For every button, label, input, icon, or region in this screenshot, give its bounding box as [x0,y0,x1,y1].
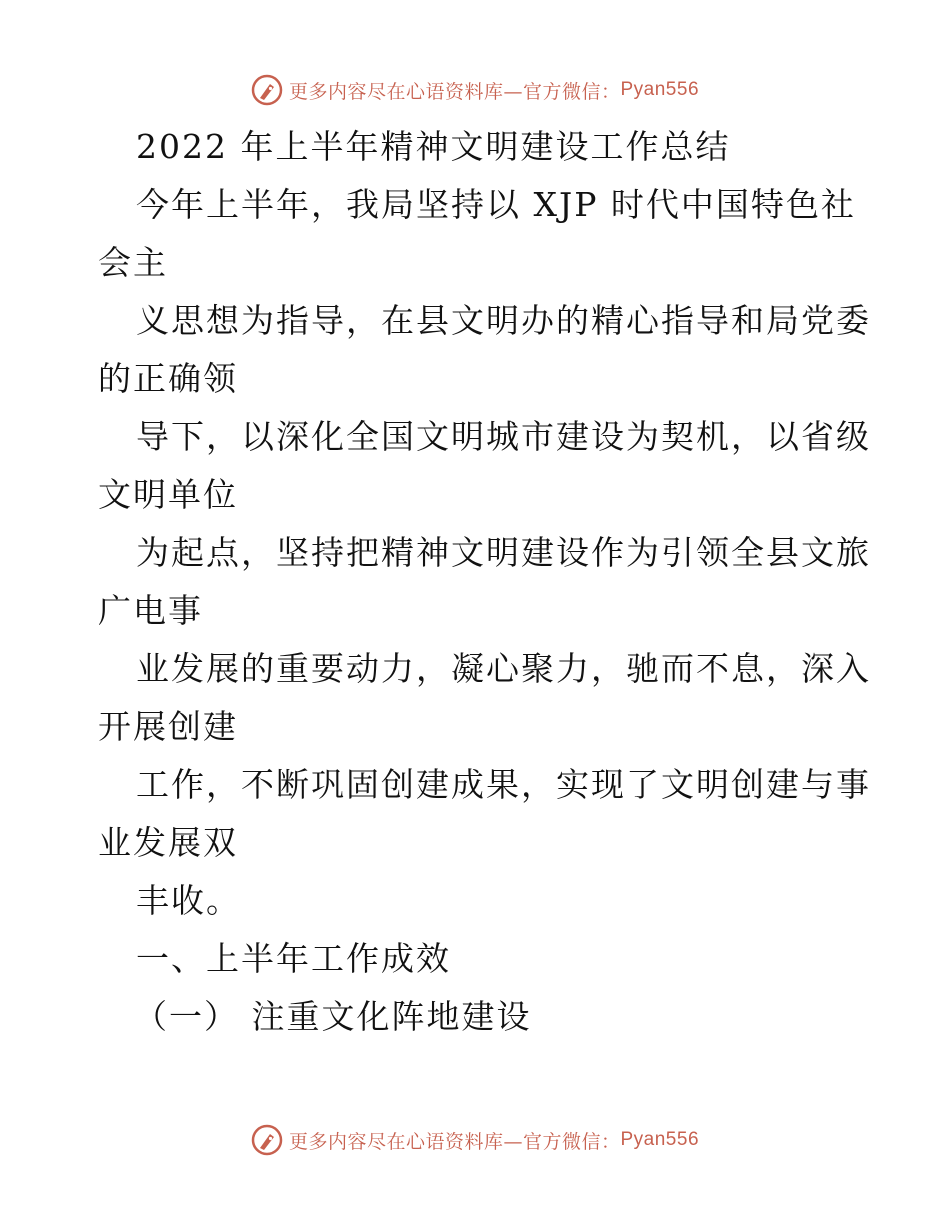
section-heading: 一、上半年工作成效 [136,939,451,978]
paragraph-line: 业发展双 [98,823,238,862]
paragraph-line: 广电事 [98,591,203,630]
wechat-id: Pyan556 [620,79,700,100]
pen-nib-circle-icon [251,1124,283,1156]
subsection-heading: （一） 注重文化阵地建设 [134,997,532,1036]
watermark-text: 更多内容尽在心语资料库—官方微信： [288,80,621,103]
watermark-text: 更多内容尽在心语资料库—官方微信： [288,1130,621,1153]
paragraph-line: 今年上半年，我局坚持以 XJP 时代中国特色社 [136,185,856,224]
footer-watermark-banner [0,1120,950,1160]
paragraph-line: 业发展的重要动力，凝心聚力，驰而不息，深入 [136,649,871,688]
pen-nib-circle-icon [251,74,283,106]
paragraph-line: 义思想为指导，在县文明办的精心指导和局党委 [136,301,871,340]
paragraph-line: 为起点，坚持把精神文明建设作为引领全县文旅 [136,533,871,572]
paragraph-line: 导下，以深化全国文明城市建设为契机，以省级 [136,417,871,456]
document-title: 2022 年上半年精神文明建设工作总结 [136,127,731,166]
document-body [98,118,871,1046]
paragraph-line: 开展创建 [98,707,238,746]
paragraph-line: 文明单位 [98,475,238,514]
paragraph-line: 工作，不断巩固创建成果，实现了文明创建与事 [136,765,871,804]
wechat-id: Pyan556 [620,1129,700,1150]
paragraph-line: 的正确领 [98,359,238,398]
header-watermark-banner [0,70,950,110]
paragraph-line: 丰收。 [136,881,241,920]
paragraph-line: 会主 [98,243,168,282]
